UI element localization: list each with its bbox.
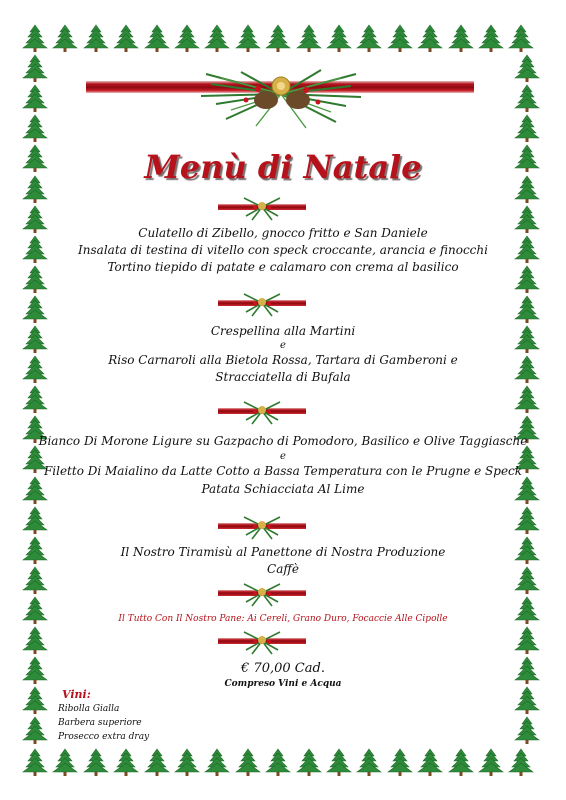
garland-divider-4 [218,513,306,541]
price: € 70,00 Cad. [241,661,325,676]
christmas-tree-icon [387,748,413,776]
wines-title: Vini: [62,688,91,701]
price-note: Compreso Vini e Acqua [224,679,342,689]
secondo-line-3: Patata Schiacciata Al Lime [201,482,365,496]
christmas-tree-icon [326,748,352,776]
christmas-tree-icon [52,24,78,52]
garland-divider-5 [218,580,306,608]
christmas-tree-icon [514,84,540,112]
christmas-tree-icon [22,114,48,142]
christmas-tree-icon [514,114,540,142]
christmas-tree-icon [204,24,230,52]
bread-note: Il Tutto Con Il Nostro Pane: Ai Cereli, Grano Duro, Focaccie Alle Cipolle [118,614,448,624]
christmas-tree-icon [22,716,48,744]
secondo-line-2: Filetto Di Maialino da Latte Cotto a Bassa Temperatura con le Prugne e Speck [43,464,523,478]
christmas-tree-icon [514,626,540,654]
garland-divider-6 [218,628,306,656]
christmas-tree-icon [448,748,474,776]
christmas-tree-icon [326,24,352,52]
christmas-tree-icon [514,506,540,534]
christmas-tree-icon [83,748,109,776]
christmas-tree-icon [514,54,540,82]
christmas-tree-icon [22,385,48,413]
garland-divider-2 [218,290,306,318]
antipasto-line-3: Tortino tiepido di patate e calamaro con crema al basilico [107,260,459,274]
primo-separator: e [280,340,286,351]
christmas-tree-icon [296,24,322,52]
christmas-tree-icon [113,748,139,776]
garland-divider-3 [218,398,306,426]
christmas-tree-icon [22,506,48,534]
christmas-tree-icon [508,748,534,776]
christmas-tree-icon [356,24,382,52]
christmas-tree-icon [22,84,48,112]
christmas-tree-icon [113,24,139,52]
primo-line-2: Riso Carnaroli alla Bietola Rossa, Tartara di Gamberoni e [108,353,458,367]
primo-line-1: Crespellina alla Martini [210,324,356,338]
christmas-tree-icon [265,748,291,776]
christmas-tree-icon [52,748,78,776]
christmas-tree-icon [204,748,230,776]
christmas-tree-icon [417,748,443,776]
christmas-tree-icon [417,24,443,52]
christmas-tree-icon [22,54,48,82]
christmas-tree-icon [144,24,170,52]
christmas-tree-icon [508,24,534,52]
top-garland [86,64,474,134]
christmas-tree-icon [22,626,48,654]
wine-item: Prosecco extra dray [58,732,150,742]
christmas-tree-icon [265,24,291,52]
secondo-line-1: Bianco Di Morone Ligure su Gazpacho di Pomodoro, Basilico e Olive Taggiasche [38,434,528,448]
christmas-tree-icon [478,24,504,52]
menu-title: Menù di Natale [144,148,422,186]
christmas-tree-icon [22,295,48,323]
christmas-tree-icon [514,716,540,744]
primo-line-3: Stracciatella di Bufala [215,370,351,384]
christmas-tree-icon [174,24,200,52]
christmas-tree-icon [174,748,200,776]
antipasto-line-1: Culatello di Zibello, gnocco fritto e San Daniele [138,226,428,240]
christmas-tree-icon [356,748,382,776]
christmas-tree-icon [514,686,540,714]
christmas-tree-icon [514,385,540,413]
wine-item: Ribolla Gialla [58,704,120,714]
christmas-tree-icon [144,748,170,776]
antipasto-line-2: Insalata di testina di vitello con speck croccante, arancia e finocchi [78,243,488,257]
wine-item: Barbera superiore [58,718,142,728]
christmas-tree-icon [514,295,540,323]
christmas-tree-icon [296,748,322,776]
christmas-tree-icon [22,24,48,52]
christmas-tree-icon [387,24,413,52]
christmas-tree-icon [22,686,48,714]
garland-divider-1 [218,194,306,222]
christmas-tree-icon [22,748,48,776]
christmas-tree-icon [478,748,504,776]
christmas-tree-icon [448,24,474,52]
secondo-separator: e [280,451,286,462]
dolce-line-1: Il Nostro Tiramisù al Panettone di Nostra Produzione [120,545,446,559]
dolce-line-2: Caffè [267,562,299,576]
christmas-tree-icon [83,24,109,52]
christmas-tree-icon [235,24,261,52]
christmas-tree-icon [235,748,261,776]
